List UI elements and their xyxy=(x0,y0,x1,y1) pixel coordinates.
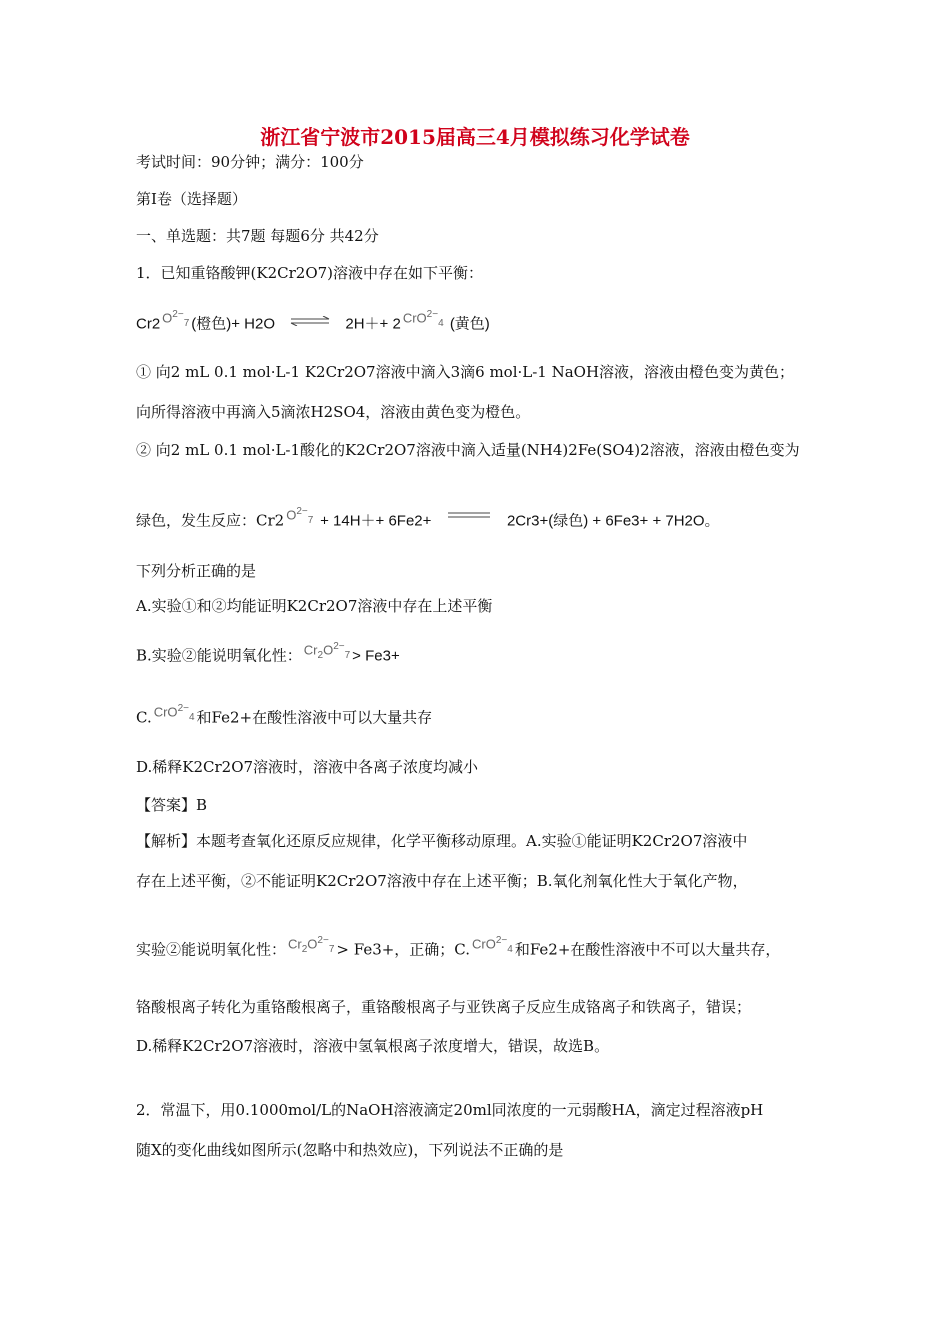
q1-exp1-line1: ① 向2 mL 0.1 mol·L-1 K2Cr2O7溶液中滴入3滴6 mol·L-1 NaOH溶液，溶液由橙色变为黄色； xyxy=(136,363,795,381)
q1-analysis-line1: 【解析】本题考查氧化还原反应规律，化学平衡移动原理。A.实验①能证明K2Cr2O7溶液中 xyxy=(136,832,748,850)
exam-info: 考试时间：90分钟；满分：100分 xyxy=(136,153,364,171)
q2-stem-line2: 随X的变化曲线如图所示(忽略中和热效应)，下列说法不正确的是 xyxy=(136,1141,564,1159)
q1-analysis-line5: D.稀释K2Cr2O7溶液时，溶液中氢氧根离子浓度增大，错误，故选B。 xyxy=(136,1037,610,1055)
cr2o7-ion-image: $Cr_2O^{2-}_7$ xyxy=(288,935,335,955)
chromate-ion-image: CrO$^{2-}_4$ xyxy=(153,703,195,723)
dichromate-ion-image: $O^{2-}_7$ xyxy=(286,506,314,526)
q1-option-b: B.实验②能说明氧化性： $Cr_2O^{2-}_7 > Fe3+$ xyxy=(136,643,400,672)
volume-heading: 第I卷（选择题） xyxy=(136,190,247,208)
q1-analysis-line4: 铬酸根离子转化为重铬酸根离子，重铬酸根离子与亚铁离子反应生成铬离子和铁离子，错误； xyxy=(136,998,752,1016)
q1-equilibrium xyxy=(136,311,490,340)
cr2o7-ion-image: $Cr_2O^{2-}_7$ xyxy=(303,641,351,661)
q1-exp1-line2: 向所得溶液中再滴入5滴浓H2SO4，溶液由黄色变为橙色。 xyxy=(136,403,531,421)
chromate-ion-image: CrO$^{2-}_4$ xyxy=(402,309,444,329)
q1-prompt: 下列分析正确的是 xyxy=(136,562,257,580)
q1-option-a: A.实验①和②均能证明K2Cr2O7溶液中存在上述平衡 xyxy=(136,597,493,615)
eq-right: 2H＋+ 2 xyxy=(345,315,401,333)
q1-option-d: D.稀释K2Cr2O7溶液时，溶液中各离子浓度均减小 xyxy=(136,758,479,776)
equilibrium-arrow-icon xyxy=(289,316,331,326)
dichromate-ion-image: $O^{2-}_7$ xyxy=(162,309,190,329)
q1-exp2-line2: 绿色，发生反应：Cr2 $O^{2-}_7 + 14H++ 6Fe2+ 2Cr3+$(绿色) + 6Fe3+ + 7H2O。 xyxy=(136,508,720,537)
q2-stem-line1: 2．常温下，用0.1000mol/L的NaOH溶液滴定20ml同浓度的一元弱酸HA，滴定过程溶液pH xyxy=(136,1101,764,1119)
chromate-ion-image: CrO$^{2-}_4$ xyxy=(472,935,513,955)
q1-analysis-line3: 实验②能说明氧化性： $Cr_2O^{2-}_7 > Fe3+$，正确；C. CrO$^{2-}_4$ 和Fe2+在酸性溶液中不可以大量共存， xyxy=(136,937,780,966)
q1-answer: 【答案】B xyxy=(136,796,208,814)
eq-mid: (橙色)+ H2O xyxy=(191,315,276,333)
section-heading: 一、单选题：共7题 每题6分 共42分 xyxy=(136,227,379,245)
eq-left: Cr2 xyxy=(136,315,161,333)
q1-stem: 1．已知重铬酸钾(K2Cr2O7)溶液中存在如下平衡： xyxy=(136,264,484,282)
eq-color: (黄色) xyxy=(449,315,490,333)
q1-exp2-line1: ② 向2 mL 0.1 mol·L-1酸化的K2Cr2O7溶液中滴入适量(NH4)2Fe(SO4)2溶液，溶液由橙色变为 xyxy=(136,441,800,459)
equals-sign-icon xyxy=(448,511,490,519)
q1-option-c: C. CrO$^{2-}_4$ 和Fe2+在酸性溶液中可以大量共存 xyxy=(136,705,432,734)
page-title: 浙江省宁波市2015届高三4月模拟练习化学试卷 xyxy=(260,125,690,149)
q1-analysis-line2: 存在上述平衡，②不能证明K2Cr2O7溶液中存在上述平衡；B.氧化剂氧化性大于氧化产物， xyxy=(136,872,748,890)
